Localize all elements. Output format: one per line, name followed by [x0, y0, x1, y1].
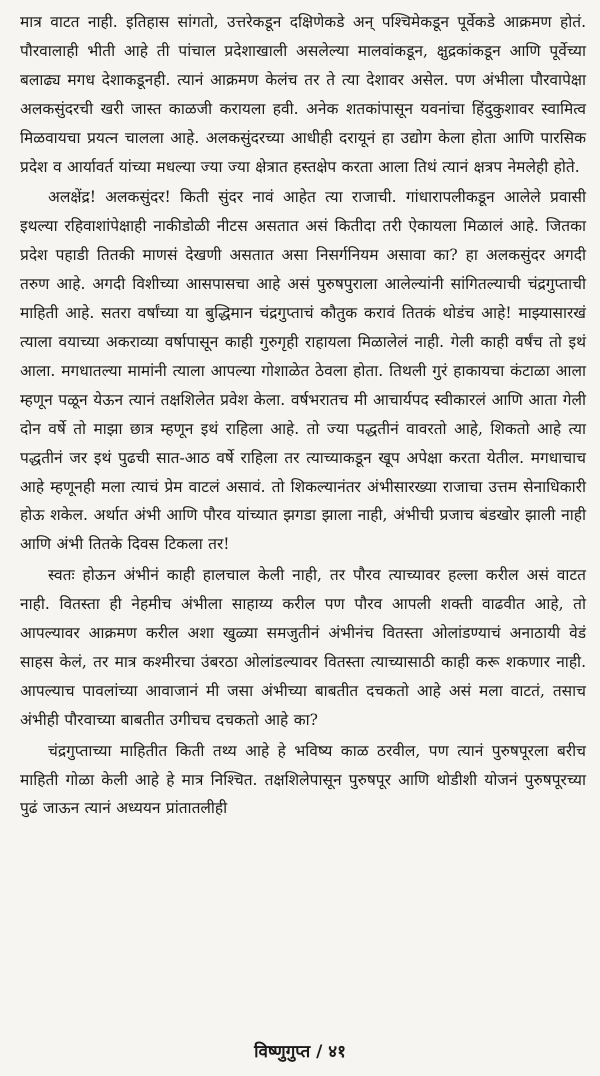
page-footer: विष्णुगुप्त / ४१ — [254, 1042, 346, 1062]
paragraph-3: स्वतः होऊन अंभीनं काही हालचाल केली नाही, तर पौरव त्याच्यावर हल्ला करील असं वाटत नाही. वितस्ता ही नेहमीच अंभीला साहाय्य करील पण पौरव आपली शक्ती वाढवीत आहे, तो आपल्यावर आक्रमण करील अशा खुळ्या समजुतीनं अंभीनंच वितस्ता ओलांडण्याचं अनाठायी वेडं साहस केलं, तर मात्र कश्मीरचा उंबरठा ओलांडल्यावर वितस्ता त्याच्यासाठी काही करू शकणार नाही. आपल्याच पावलांच्या आवाजानं मी जसा अंभीच्या बाबतीत दचकतो आहे असं मला वाटतं, तसाच अंभीही पौरवाच्या बाबतीत उगीचच दचकतो आहे का? — [20, 566, 586, 729]
paragraph-1: मात्र वाटत नाही. इतिहास सांगतो, उत्तरेकडून दक्षिणेकडे अन् पश्चिमेकडून पूर्वेकडे आक्रमण होतं. पौरवालाही भीती आहे ती पांचाल प्रदेशाखाली असलेल्या मालवांकडून, क्षुद्रकांकडून आणि पूर्वेच्या बलाढ्य मगध देशाकडूनही. त्यानं आक्रमण केलंच तर ते त्या देशावर असेल. पण अंभीला पौरवापेक्षा अलकसुंदरची खरी जास्त काळजी करायला हवी. अनेक शतकांपासून यवनांचा हिंदुकुशावर स्वामित्व मिळवायचा प्रयत्न चालला आहे. अलकसुंदरच्या आधीही दरायूनं हा उद्योग केला होता आणि पारसिक प्रदेश व आर्यावर्त यांच्या मधल्या ज्या ज्या क्षेत्रात हस्तक्षेप करता आला तिथं त्यानं क्षत्रप नेमलेही होते. — [20, 13, 586, 176]
paragraph-2: अलक्षेंद्र! अलकसुंदर! किती सुंदर नावं आहेत त्या राजाची. गांधारापलीकडून आलेले प्रवासी इथल्या रहिवाशांपेक्षाही नाकीडोळी नीटस असतात असं कितीदा तरी ऐकायला मिळालं आहे. जितका प्रदेश पहाडी तितकी माणसं देखणी असतात असा निसर्गनियम असावा का? हा अलकसुंदर अगदी तरुण आहे. अगदी विशीच्या आसपासचा आहे असं पुरुषपुराला आलेल्यांनी सांगितल्याची चंद्रगुप्ताची माहिती आहे. सतरा वर्षांच्या या बुद्धिमान चंद्रगुप्ताचं कौतुक करावं तितकं थोडंच आहे! माझ्यासारखं त्याला वयाच्या अकराव्या वर्षापासून काही गुरुगृही राहायला मिळालेलं नाही. गेली काही वर्षंच तो इथं आला. मगधातल्या मामांनी त्याला आपल्या गोशाळेत ठेवला होता. तिथली गुरं हाकायचा कंटाळा आला म्हणून पळून येऊन त्यानं तक्षशिलेत प्रवेश केला. वर्षभरातच मी आचार्यपद स्वीकारलं आणि आता गेली दोन वर्षे तो माझा छात्र म्हणून इथं राहिला आहे. तो ज्या पद्धतीनं वावरतो आहे, शिकतो आहे त्या पद्धतीनं जर इथं पुढची सात-आठ वर्षे राहिला तर त्याच्याकडून खूप अपेक्षा करता येतील. मगधाचाच आहे म्हणूनही मला त्याचं प्रेम वाटलं असावं. तो शिकल्यानंतर अंभीसारख्या राजाचा उत्तम सेनाधिकारी होऊ शकेल. अर्थात अंभी आणि पौरव यांच्यात झगडा झाला नाही, अंभीची प्रजाच बंडखोर झाली नाही आणि अंभी तितके दिवस टिकला तर! — [20, 188, 586, 554]
body-text — [20, 8, 586, 823]
paragraph-4: चंद्रगुप्ताच्या माहितीत किती तथ्य आहे हे भविष्य काळ ठरवील, पण त्यानं पुरुषपूरला बरीच माहिती गोळा केली आहे हे मात्र निश्चित. तक्षशिलेपासून पुरुषपूर आणि थोडीशी योजनं पुरुषपूरच्या पुढं जाऊन त्यानं अध्ययन प्रांतातलीही — [20, 741, 586, 818]
